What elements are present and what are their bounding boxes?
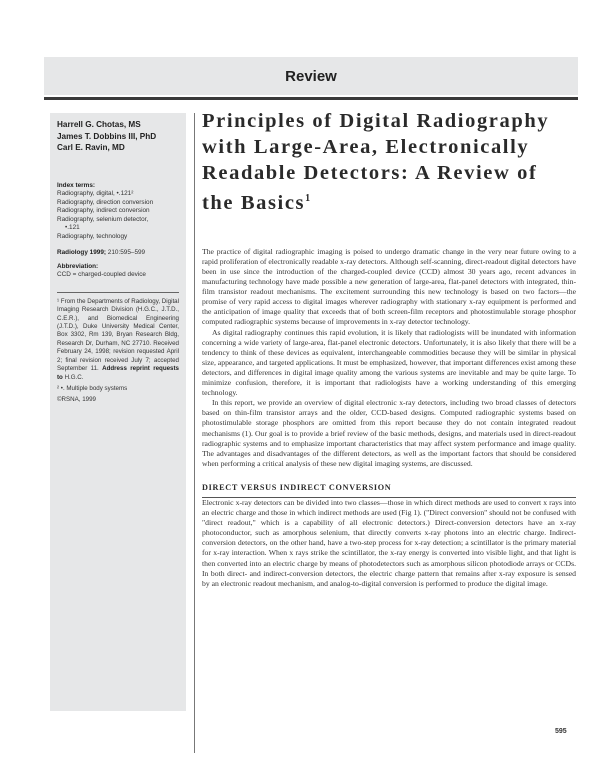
- article-sidebar: [50, 113, 186, 711]
- section-label: Review: [285, 67, 337, 85]
- citation: [57, 249, 179, 256]
- citation-detail: 210:595–599: [106, 248, 146, 256]
- index-term: Radiography, selenium detector,: [57, 215, 149, 223]
- section-heading: DIRECT VERSUS INDIRECT CONVERSION: [202, 483, 576, 498]
- author: Harrell G. Chotas, MS: [57, 120, 141, 129]
- paragraph: As digital radiography continues this rapid evolution, it is likely that radiologists will be inundated with information concerning a wide variety of large-area, flat-panel electronic detectors. Unfortunately, it is also likely that there will be a tendency to think of these devices as equivalent, interchangeable commodities because they will be similar in physical size, appearance, and targeted applications. It must be emphasized, however, that important differences exist among these detectors, and differences in digital image quality among the various systems are inevitable and may be quite large. To minimize confusion, therefore, it is important that radiologists have a working understanding of this emerging technology.: [202, 327, 576, 398]
- article-title: Principles of Digital Radiography with Large-Area, Electronically Readable Detectors: A Review of the Basics$^1$: [202, 110, 550, 214]
- abbreviation-item: CCD = charged-coupled device: [57, 271, 146, 279]
- footnote-2: ² •. Multiple body systems: [57, 384, 128, 392]
- header-rule: [44, 97, 578, 100]
- paragraph: Electronic x-ray detectors can be divided into two classes—those in which direct methods are used to convert x rays into an electric charge and those in which indirect methods are used (Fig 1). ("Direct conversion" should not be confused with "direct readout," which is a capability of all electronic detectors.) Direct-conversion detectors have an x-ray photoconductor, such as amorphous selenium, that directly converts x-ray photons into an electric charge. Indirect-conversion detectors, on the other hand, have a two-step process for x-ray detection; a scintillator is the primary material for x-ray interaction. When x rays strike the scintillator, the x-ray energy is converted into visible light, and that light is then converted into an electric charge by means of photodetectors such as amorphous silicon photodiode arrays or CCDs. In both direct- and indirect-conversion detectors, the electric charge pattern that remains after x-ray exposure is sensed by an electronic readout mechanism, and analog-to-digital conversion is performed to produce the digital image.: [202, 497, 576, 588]
- author: James T. Dobbins III, PhD: [57, 131, 157, 141]
- column-divider: [194, 113, 195, 753]
- author: Carl E. Ravin, MD: [57, 143, 125, 152]
- article-main: [202, 108, 576, 589]
- footnote-1: ¹ From the Departments of Radiology, Digital Imaging Research Division (H.G.C., J.T.D., C.E.R.), and Biomedical Engineering (J.T.D.), Duke University Medical Center, Box 3302, Rm 139, Bryan Research Bldg, Research Dr, Durham, NC 27710. Received February 24, 1998; revision requested April 2; final revision received July 7; accepted September 11. Address reprint requests to H.G.C.: [57, 297, 179, 381]
- reprint-requests-label: Address reprint requests to: [57, 365, 179, 381]
- copyright: ©RSNA, 1999: [57, 396, 96, 404]
- paragraph: The practice of digital radiographic imaging is poised to undergo dramatic change in the very near future owing to a rapid proliferation of electronically readable x-ray detectors. Although self-scanning, direct-readout digital detectors have been in use since the introduction of the charged-coupled device (CCD) almost 30 years ago, recent advances in manufacturing technology have made possible a new generation of large-area, flat-panel detectors with integrated, thin-film transistor readout mechanisms. The excitement surrounding this new technology is based on two factors—the promise of very rapid access to digital images wherever radiography with stationary x-ray equipment is performed and the anticipation of image quality that exceeds that of both screen-film receptors and photostimulable storage phosphor computed radiographic systems because of improvements in x-ray detector technology.: [202, 246, 576, 327]
- paragraph: In this report, we provide an overview of digital electronic x-ray detectors, including two broad classes of detectors based on thin-film transistor arrays and the older, CCD-based designs. Computed radiographic systems based on photostimulable storage phosphors are omitted from this report because they do not contain integrated readout mechanisms (1). Our goal is to provide a brief review of the basic methods, designs, and materials used in direct-readout radiographic systems and to emphasize important characteristics that may affect system performance and image quality. The advantages and disadvantages of the different detectors, as well as the important factors that should be considered when performing a critical analysis of these new digital imaging systems, are discussed.: [202, 398, 576, 468]
- index-term: •.121: [65, 224, 80, 232]
- index-terms: [57, 182, 179, 242]
- index-terms-label: Index terms:: [57, 181, 96, 189]
- footnotes: [57, 298, 179, 405]
- index-term: Radiography, technology: [57, 233, 128, 241]
- sidebar-divider: [57, 292, 179, 293]
- title-footnote-mark: 1: [305, 193, 311, 204]
- index-term: Radiography, indirect conversion: [57, 207, 150, 215]
- abbreviation-label: Abbreviation:: [57, 262, 99, 270]
- index-term: Radiography, digital, •.121²: [57, 190, 134, 198]
- article-body: [202, 247, 576, 589]
- author-list: [57, 119, 179, 154]
- section-header-band: [44, 57, 578, 95]
- index-term: Radiography, direction conversion: [57, 198, 154, 206]
- citation-journal: Radiology 1999;: [57, 248, 107, 256]
- abbreviations: [57, 263, 179, 280]
- page-number: 595: [555, 728, 567, 735]
